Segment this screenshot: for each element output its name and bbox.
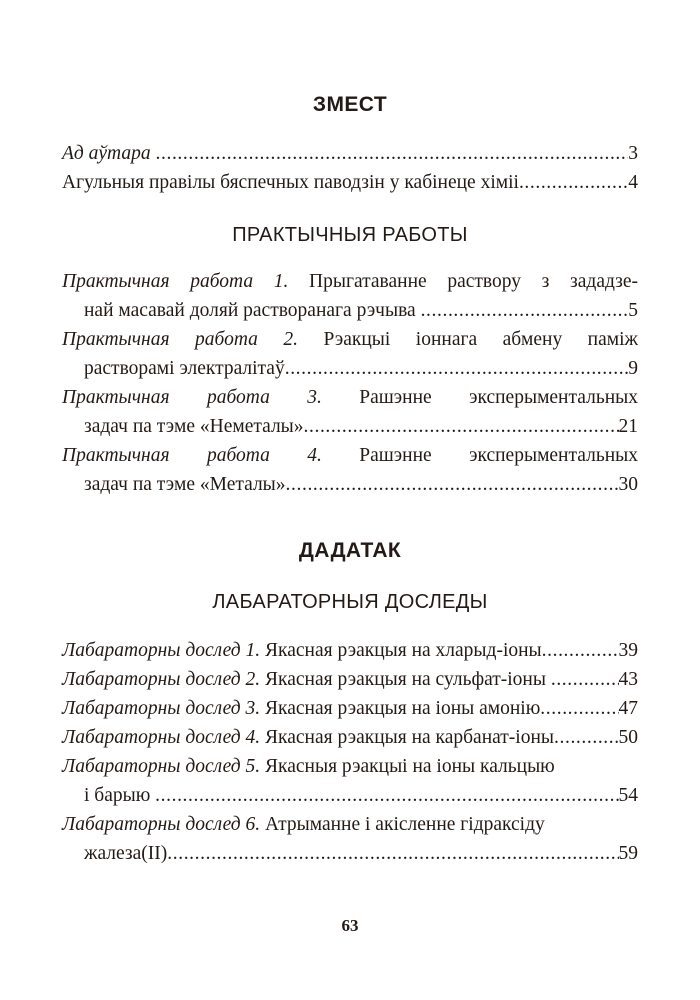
spacer-after-section-heading: [62, 247, 638, 267]
spacer-before-appendix: [62, 499, 638, 539]
toc-entry-title-line2: жалеза(II): [84, 843, 168, 864]
toc-entry-label: Лабараторны дослед 4.: [62, 727, 261, 748]
toc-entry-title-line1: Якасныя рэакцыі на іоны кальцыю: [265, 756, 555, 777]
toc-entry-label: Практычная работа 3.: [62, 387, 322, 408]
toc-entry-title: Якасная рэакцыя на іоны амонію: [265, 698, 541, 719]
toc-entry-page: 4: [628, 172, 638, 193]
section-heading-practical: ПРАКТЫЧНЫЯ РАБОТЫ: [232, 224, 468, 246]
toc-entry-label: Лабараторны дослед 1.: [62, 640, 261, 661]
toc-entry-label: Лабараторны дослед 5.: [62, 756, 261, 777]
toc-entry-page: 43: [618, 669, 638, 690]
dot-leader: [286, 475, 619, 495]
toc-entry-practical-4[interactable]: [62, 441, 638, 499]
toc-entry-label: Лабараторны дослед 3.: [62, 698, 261, 719]
toc-entry-label: Практычная работа 1.: [62, 271, 289, 292]
top-spacer: [62, 0, 638, 93]
toc-entry-title-line2: і барыю: [84, 785, 151, 806]
page-number: 63: [341, 916, 359, 935]
toc-entry-page: 3: [628, 143, 638, 164]
toc-entry-lab-5[interactable]: [62, 752, 638, 810]
toc-entry-page: 59: [618, 843, 638, 864]
dot-leader: [155, 786, 618, 806]
toc-entry-title-line1: Прыгатаванне раствору з зададзе-: [309, 271, 638, 292]
toc-entry-lab-1[interactable]: [62, 636, 638, 665]
toc-entry-lab-3[interactable]: [62, 694, 638, 723]
dot-leader: [421, 301, 629, 321]
toc-entry-title-line1: Рэакцыі іоннага абмену паміж: [323, 329, 639, 350]
toc-entry-practical-2[interactable]: [62, 325, 638, 383]
toc-entry-label: Практычная работа 2.: [62, 329, 299, 350]
dot-leader: [167, 844, 618, 864]
toc-entry-front-0[interactable]: [62, 139, 638, 168]
toc-entry-practical-3[interactable]: [62, 383, 638, 441]
spacer-after-appendix-subheading: [62, 614, 638, 636]
page-title: ЗМЕСТ: [312, 93, 388, 116]
dot-leader: [540, 699, 618, 719]
dot-leader: [156, 144, 629, 164]
dot-leader: [519, 173, 628, 193]
toc-entry-page: 54: [618, 785, 638, 806]
toc-entry-lab-4[interactable]: [62, 723, 638, 752]
spacer-after-appendix-heading: [62, 563, 638, 591]
toc-entry-label: Лабараторны дослед 6.: [62, 814, 261, 835]
toc-entry-lab-6[interactable]: [62, 810, 638, 868]
toc-entry-title-line1: Рашэнне эксперыментальных: [359, 445, 638, 466]
appendix-subheading: ЛАБАРАТОРНЫЯ ДОСЛЕДЫ: [212, 591, 488, 613]
toc-entry-title-line2: задач па тэме «Неметалы»: [84, 416, 304, 437]
toc-entry-page: 30: [618, 474, 638, 495]
spacer-after-title: [62, 117, 638, 139]
dot-leader: [551, 670, 619, 690]
toc-entry-lab-2[interactable]: [62, 665, 638, 694]
toc-entry-title: Якасная рэакцыя на карбанат-іоны: [265, 727, 555, 748]
toc-entry-page: 9: [628, 358, 638, 379]
toc-entry-front-1[interactable]: [62, 168, 638, 197]
toc-entry-title: Агульныя правілы бяспечных паводзін у кабінеце хіміі: [62, 172, 519, 193]
toc-entry-label: Лабараторны дослед 2.: [62, 669, 261, 690]
toc-entry-page: 39: [618, 640, 638, 661]
dot-leader: [554, 728, 618, 748]
toc-entry-title-line2: най масавай доляй растворанага рэчыва: [84, 300, 416, 321]
toc-entry-title: Якасная рэакцыя на хларыд-іоны: [265, 640, 542, 661]
dot-leader: [285, 359, 629, 379]
dot-leader: [542, 641, 619, 661]
toc-entry-title-line2: задач па тэме «Металы»: [84, 474, 286, 495]
toc-entry-page: 5: [628, 300, 638, 321]
spacer-before-section-heading: [62, 197, 638, 224]
toc-entry-label: Ад аўтара: [62, 143, 151, 164]
appendix-heading: ДАДАТАК: [298, 539, 402, 562]
toc-entry-title-line1: Рашэнне эксперыментальных: [359, 387, 638, 408]
dot-leader: [304, 417, 619, 437]
toc-entry-title: Якасная рэакцыя на сульфат-іоны: [265, 669, 546, 690]
toc-entry-page: 21: [618, 416, 638, 437]
toc-entry-title-line1: Атрыманне і акісленне гідраксіду: [265, 814, 545, 835]
toc-entry-page: 47: [618, 698, 638, 719]
toc-entry-page: 50: [618, 727, 638, 748]
toc-entry-practical-1[interactable]: [62, 267, 638, 325]
toc-entry-label: Практычная работа 4.: [62, 445, 322, 466]
toc-entry-title-line2: растворамі электралітаў: [84, 358, 285, 379]
